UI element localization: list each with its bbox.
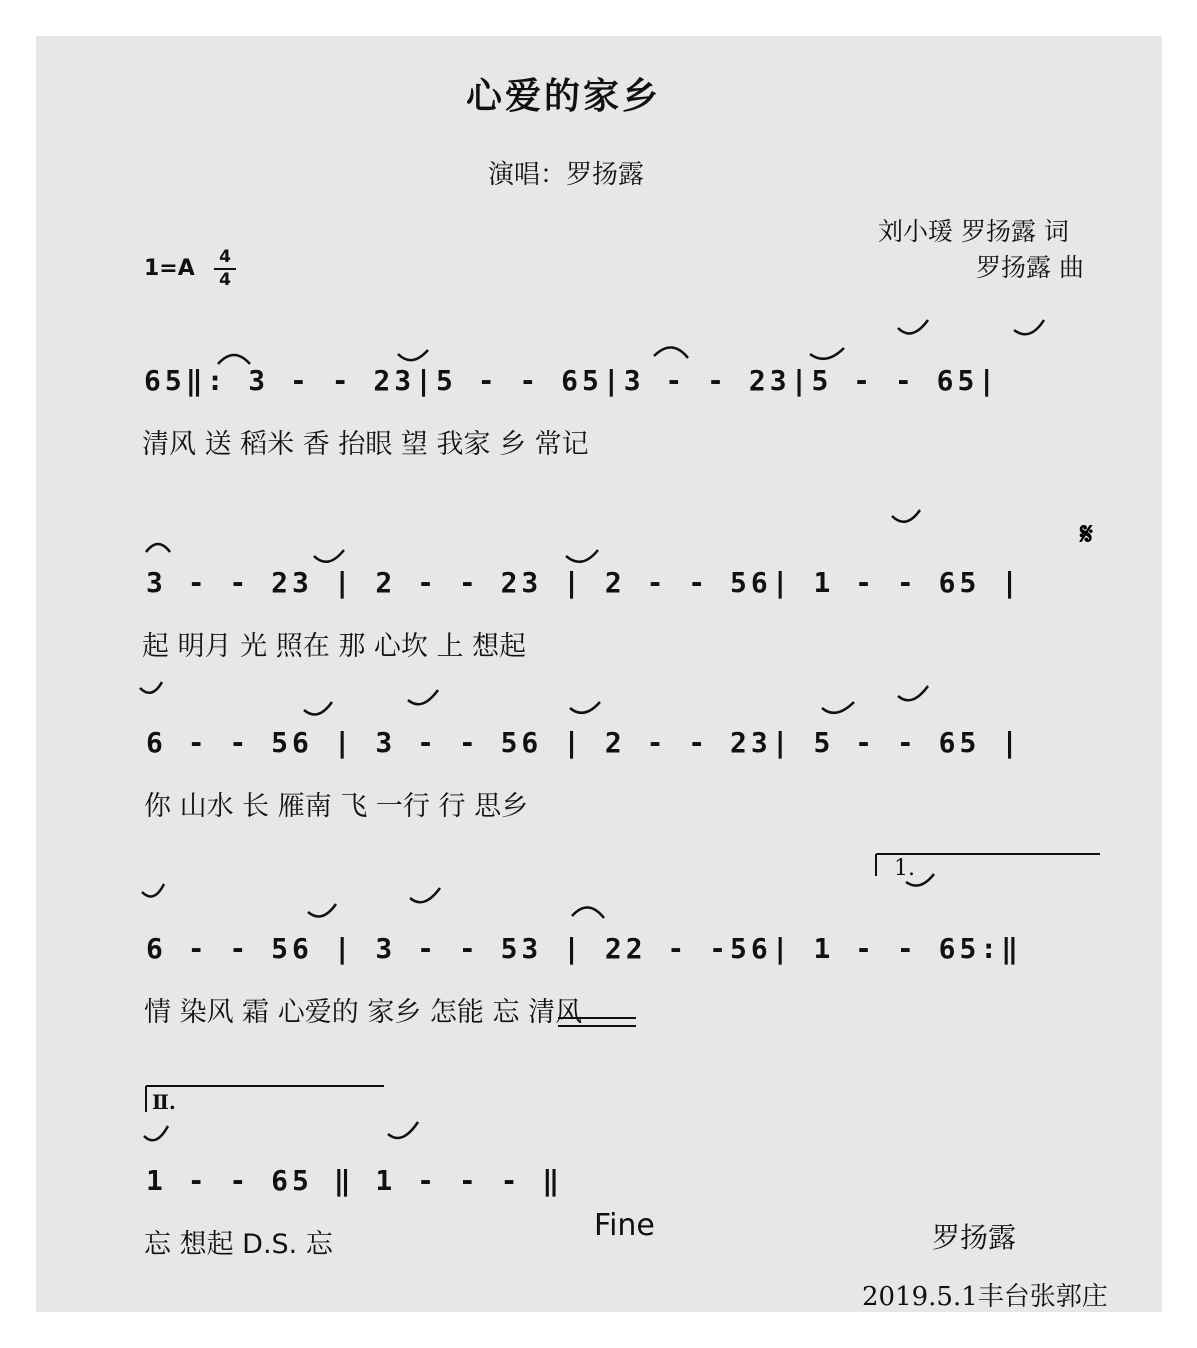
time-signature	[214, 248, 236, 290]
time-signature-top: 4	[219, 247, 231, 267]
notes-line-2: 3 - - 23 | 2 - - 23 | 2 - - 56| 1 - - 65 |	[146, 566, 1023, 599]
key-signature: 1=A	[144, 256, 195, 281]
volta-second: Ⅱ.	[152, 1090, 176, 1114]
lyrics-line-1: 清风 送 稻米 香 抬眼 望 我家 乡 常记	[142, 429, 589, 460]
lyrics-line-5: 忘 想起 D.S. 忘	[144, 1229, 333, 1260]
notes-line-3: 6 - - 56 | 3 - - 56 | 2 - - 23| 5 - - 65 |	[146, 726, 1023, 759]
segno-icon: 𝄋	[1080, 517, 1093, 552]
fine-marking: Fine	[594, 1208, 655, 1243]
notes-line-1: 65‖: 3 - - 23|5 - - 65|3 - - 23|5 - - 65|	[144, 364, 1000, 397]
date-place: 2019.5.1丰台张郭庄	[862, 1282, 1108, 1312]
volta-first: 1.	[894, 856, 915, 881]
lyrics-line-3: 你 山水 长 雁南 飞 一行 行 思乡	[144, 791, 529, 822]
lyrics-line-2: 起 明月 光 照在 那 心坎 上 想起	[142, 631, 527, 662]
time-signature-bottom: 4	[219, 270, 231, 290]
singer-line: 演唱：罗扬露	[488, 160, 645, 190]
composer-credit: 罗扬露 曲	[976, 253, 1084, 282]
lyrics-line-4: 情 染风 霜 心爱的 家乡 怎能 忘 清风	[144, 997, 583, 1028]
song-title: 心爱的家乡	[466, 75, 662, 117]
score-sheet	[36, 36, 1162, 1312]
author-signature: 罗扬露	[932, 1221, 1017, 1254]
notes-line-5: 1 - - 65 ‖ 1 - - - ‖	[146, 1164, 564, 1197]
notes-line-4: 6 - - 56 | 3 - - 53 | 22 - -56| 1 - - 65:‖	[146, 932, 1023, 965]
lyricist-credit: 刘小瑗 罗扬露 词	[878, 217, 1069, 246]
